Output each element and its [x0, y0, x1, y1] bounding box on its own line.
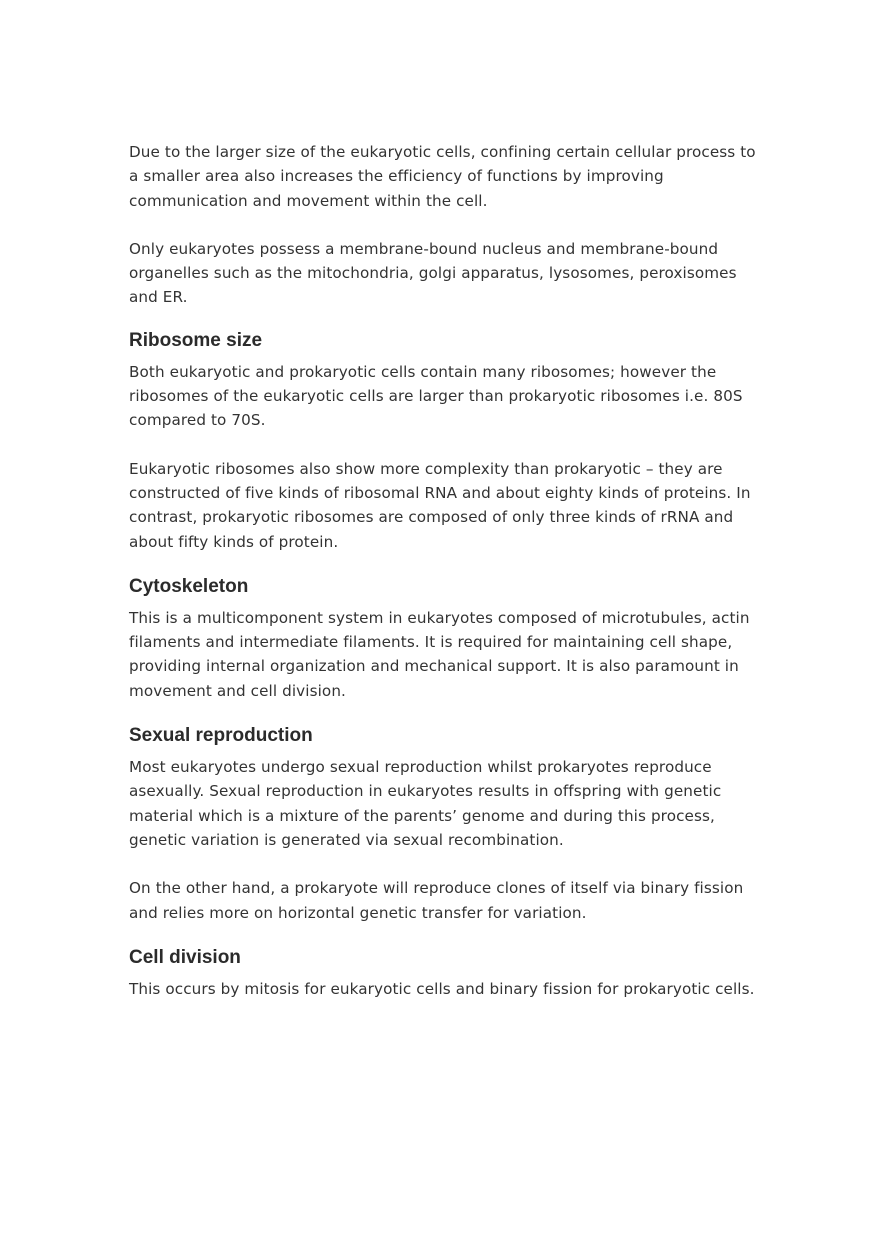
sexual-reproduction-heading: Sexual reproduction: [129, 725, 313, 747]
cell-division-heading: Cell division: [129, 946, 241, 968]
cytoskeleton-heading: Cytoskeleton: [129, 575, 249, 597]
sexual-reproduction-paragraph-2: On the other hand, a prokaryote will reproduce clones of itself via binary fission and relies more on horizontal genetic transfer for variation.: [129, 879, 744, 922]
ribosome-size-heading: Ribosome size: [129, 329, 263, 351]
ribosome-paragraph-2: Eukaryotic ribosomes also show more complexity than prokaryotic – they are constructed of five kinds of ribosomal RNA and about eighty kinds of proteins. In contrast, prokaryotic ribosomes are composed of only three kinds of rRNA and about fifty kinds of protein.: [129, 459, 751, 551]
ribosome-paragraph-1: Both eukaryotic and prokaryotic cells contain many ribosomes; however the ribosomes of the eukaryotic cells are larger than prokaryotic ribosomes i.e. 80S compared to 70S.: [129, 362, 743, 430]
document-page: [129, 140, 759, 1001]
cell-division-paragraph-1: This occurs by mitosis for eukaryotic cells and binary fission for prokaryotic cells.: [129, 979, 755, 998]
intro-paragraph-1: Due to the larger size of the eukaryotic cells, confining certain cellular process to a smaller area also increases the efficiency of functions by improving communication and movement within the cell.: [129, 143, 756, 210]
cytoskeleton-paragraph-1: This is a multicomponent system in eukaryotes composed of microtubules, actin filaments and intermediate filaments. It is required for maintaining cell shape, providing internal organization and mechanical support. It is also paramount in movement and cell division.: [129, 608, 750, 700]
sexual-reproduction-paragraph-1: Most eukaryotes undergo sexual reproduction whilst prokaryotes reproduce asexually. Sexual reproduction in eukaryotes results in offspring with genetic material which is a mixture of the parents’ genome and during this process, genetic variation is generated via sexual recombination.: [129, 758, 722, 849]
intro-paragraph-2: Only eukaryotes possess a membrane-bound nucleus and membrane-bound organelles such as the mitochondria, golgi apparatus, lysosomes, peroxisomes and ER.: [129, 239, 737, 307]
